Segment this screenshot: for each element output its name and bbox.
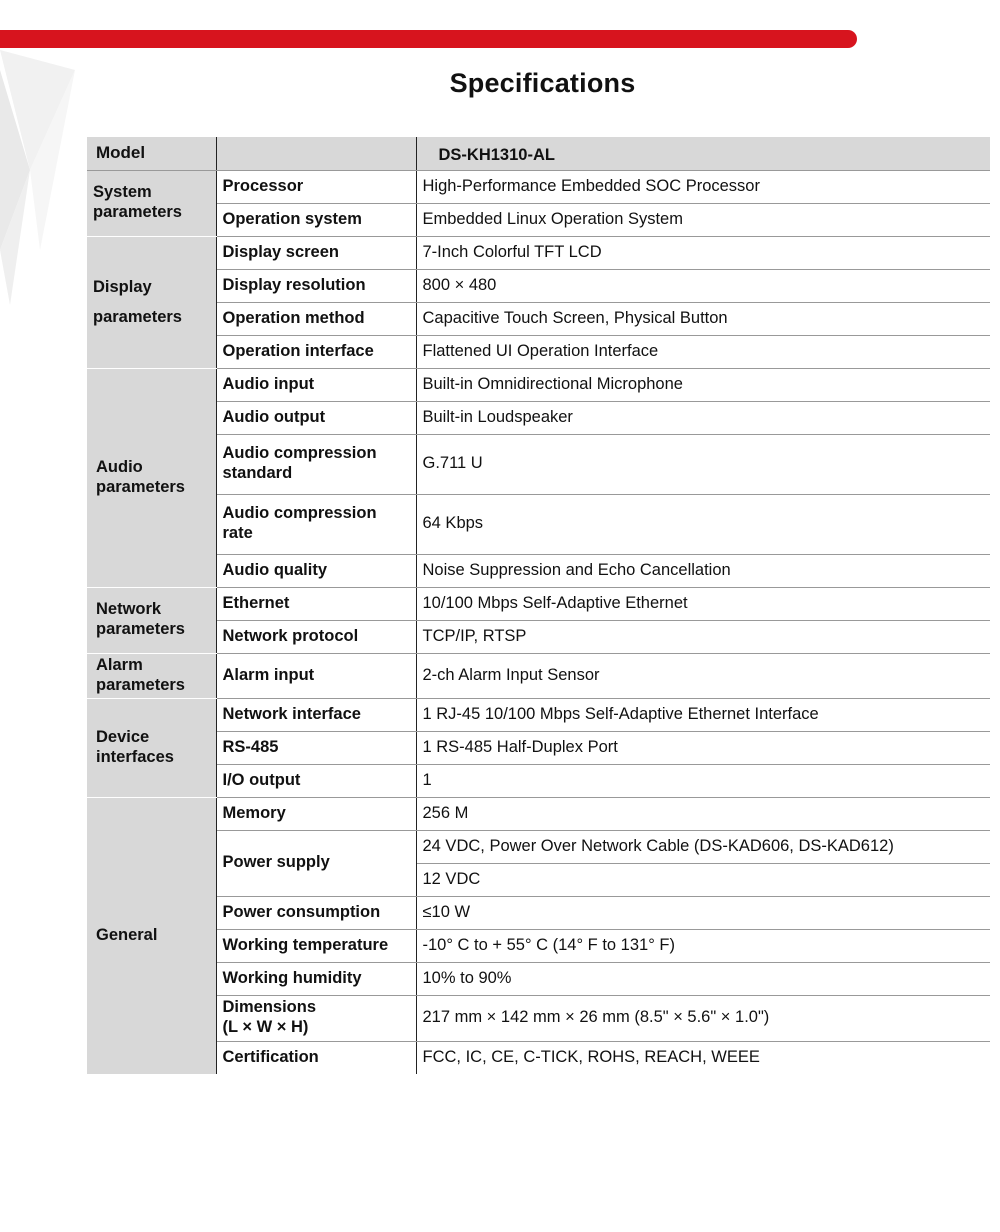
value-cell: FCC, IC, CE, C-TICK, ROHS, REACH, WEEE: [422, 1047, 760, 1066]
page-title: Specifications: [449, 68, 636, 98]
value-cell: Noise Suppression and Echo Cancellation: [416, 554, 990, 587]
value-cell: G.711 U: [416, 434, 990, 494]
table-row: [87, 368, 990, 401]
table-row: [87, 653, 990, 698]
value-cell: 800 × 480: [416, 269, 990, 302]
value-cell: 10% to 90%: [416, 962, 990, 995]
table-row: [87, 170, 990, 203]
param-cell: Display resolution: [216, 269, 416, 302]
param-cell: Operation system: [216, 203, 416, 236]
param-cell: Audio compression rate: [216, 494, 416, 554]
value-cell: 12 VDC: [416, 863, 990, 896]
value-cell: 7-Inch Colorful TFT LCD: [416, 236, 990, 269]
value-cell: Built-in Loudspeaker: [416, 401, 990, 434]
value-cell: -10° C to + 55° C (14° F to 131° F): [416, 929, 990, 962]
table-row: [87, 1041, 990, 1074]
group-system: System parameters: [87, 170, 216, 236]
param-cell: Dimensions (L × W × H): [216, 995, 416, 1041]
group-display: Display parameters: [87, 236, 216, 368]
param-cell: Memory: [216, 797, 416, 830]
table-row: [87, 731, 990, 764]
value-cell: 2-ch Alarm Input Sensor: [416, 653, 990, 698]
value-cell: 1 RS-485 Half-Duplex Port: [416, 731, 990, 764]
param-cell: Operation method: [216, 302, 416, 335]
param-cell: Audio output: [216, 401, 416, 434]
value-cell: Flattened UI Operation Interface: [416, 335, 990, 368]
table-row: [87, 929, 990, 962]
value-cell: 1 RJ-45 10/100 Mbps Self-Adaptive Ethernet Interface: [416, 698, 990, 731]
table-row: [87, 830, 990, 863]
table-row: [87, 620, 990, 653]
param-cell: Working temperature: [216, 929, 416, 962]
param-cell: Audio input: [216, 368, 416, 401]
model-label: Model: [87, 137, 216, 170]
spec-table: [87, 137, 990, 1075]
value-cell: Embedded Linux Operation System: [416, 203, 990, 236]
param-cell: Display screen: [216, 236, 416, 269]
table-row: [87, 587, 990, 620]
value-cell: High-Performance Embedded SOC Processor: [416, 170, 990, 203]
param-cell: Audio quality: [216, 554, 416, 587]
value-cell: ≤10 W: [416, 896, 990, 929]
table-row: [87, 137, 990, 170]
value-cell: 24 VDC, Power Over Network Cable (DS-KAD606, DS-KAD612): [416, 830, 990, 863]
group-audio: Audio parameters: [87, 368, 216, 587]
param-cell: Processor: [216, 170, 416, 203]
value-cell: 64 Kbps: [416, 494, 990, 554]
value-cell: TCP/IP, RTSP: [416, 620, 990, 653]
table-row: [87, 236, 990, 269]
group-general: General: [87, 797, 216, 1074]
param-cell: Power consumption: [216, 896, 416, 929]
value-cell: Built-in Omnidirectional Microphone: [416, 368, 990, 401]
value-cell: 1: [416, 764, 990, 797]
param-cell: Network protocol: [216, 620, 416, 653]
group-alarm: Alarm parameters: [87, 653, 216, 698]
table-row: [87, 494, 990, 554]
group-device: Device interfaces: [87, 698, 216, 797]
table-row: [87, 269, 990, 302]
table-row: [87, 434, 990, 494]
table-row: [87, 401, 990, 434]
table-row: [87, 335, 990, 368]
param-cell: Alarm input: [216, 653, 416, 698]
param-cell: Working humidity: [216, 962, 416, 995]
param-cell: I/O output: [216, 764, 416, 797]
table-row: [87, 962, 990, 995]
value-cell: Capacitive Touch Screen, Physical Button: [416, 302, 990, 335]
model-param-empty: [216, 137, 416, 170]
param-cell: Power supply: [216, 830, 416, 896]
param-cell: Certification: [216, 1041, 416, 1074]
group-network: Network parameters: [87, 587, 216, 653]
table-row: [87, 302, 990, 335]
param-cell: Operation interface: [216, 335, 416, 368]
table-row: [87, 797, 990, 830]
param-cell: RS-485: [216, 731, 416, 764]
header-accent-bar: [0, 30, 857, 48]
value-cell: 217 mm × 142 mm × 26 mm (8.5" × 5.6" × 1.0"): [416, 995, 990, 1041]
param-cell: Network interface: [216, 698, 416, 731]
table-row: [87, 203, 990, 236]
value-cell: 256 M: [416, 797, 990, 830]
model-value: DS-KH1310-AL: [416, 137, 990, 170]
table-row: [87, 764, 990, 797]
value-cell: 10/100 Mbps Self-Adaptive Ethernet: [416, 587, 990, 620]
param-cell: Audio compression standard: [216, 434, 416, 494]
table-row: [87, 554, 990, 587]
table-row: [87, 995, 990, 1041]
table-row: [87, 698, 990, 731]
table-row: [87, 896, 990, 929]
param-cell: Ethernet: [216, 587, 416, 620]
